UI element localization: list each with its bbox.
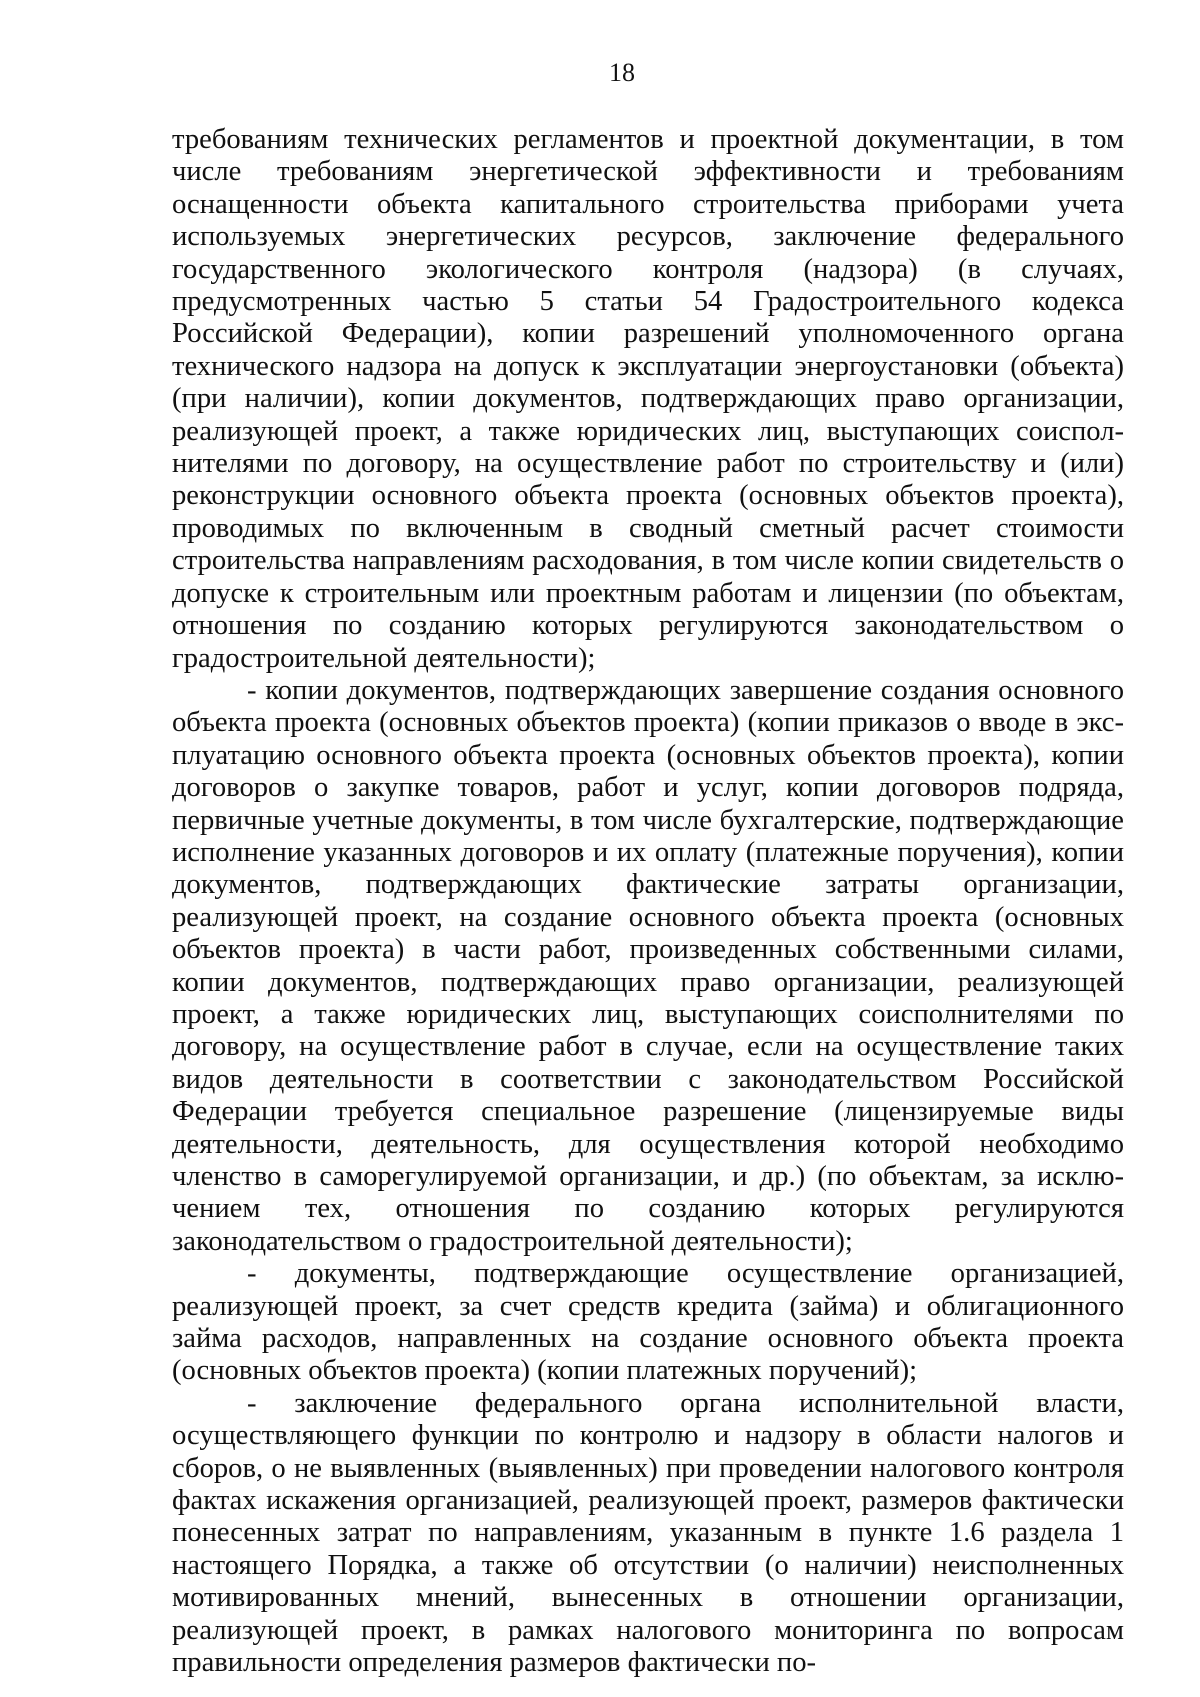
paragraph-continuation: требованиям технических регламентов и проектной документации, в том числе требованиям энергетической эффективности и требованиям оснащенности объекта капитального строительства приборами учета используемых энергетических ресурсов, заключение федерального государственного экологического контроля (надзора) (в случаях, предусмотренных частью 5 статьи 54 Градостроительного кодекса Российской Федерации), копии разрешений уполномоченного органа технического надзора на допуск к эксплуатации энергоустановки (объекта) (при наличии), копии документов, подтверждающих право организации, реализующей проект, а также юридических лиц, выступающих соисполнителями по договору, на осуществление работ по строительству и (или) реконструкции основного объекта проекта (основных объектов проекта), проводимых по включенным в сводный сметный расчет стоимости строительства направлениям расходования, в том числе копии свидетельств о допуске к строительным или проектным работам и лицензии (по объектам, отношения по созданию которых регулируются законодательством о градостроительной деятельности); [172,124,1124,674]
paragraph-completion-documents: - копии документов, подтверждающих завершение создания основного объекта проекта (основных объектов проекта) (копии приказов о вводе в эксплуатацию основного объекта проекта (основных объектов проекта), копии договоров о закупке товаров, работ и услуг, копии договоров подряда, первичные учетные документы, в том числе бухгалтерские, подтверждающие исполнение указанных договоров и их оплату (платежные поручения), копии документов, подтверждающих фактические затраты организации, реализующей проект, на создание основного объекта проекта (основных объектов проекта) в части работ, произведенных собственными силами, копии документов, подтверждающих право организации, реализующей проект, а также юридических лиц, выступающих соисполнителями по договору, на осуществление работ в случае, если на осуществление таких видов деятельности в соответствии с законодательством Российской Федерации требуется специальное разрешение (лицензируемые виды деятельности, деятельность, для осуществления которой необходимо членство в саморегулируемой организации, и др.) (по объектам, за исключением тех, отношения по созданию которых регулируются законодательством о градостроительной деятельности); [172,674,1124,1257]
body-text [172,124,1124,1680]
paragraph-credit-documents: - документы, подтверждающие осуществление организацией, реализующей проект, за счет средств кредита (займа) и облигационного займа расходов, направленных на создание основного объекта проекта (основных объектов проекта) (копии платежных поручений); [172,1258,1124,1387]
page-number: 18 [609,58,635,87]
paragraph-tax-conclusion: - заключение федерального органа исполнительной власти, осуществляющего функции по контролю и надзору в области налогов и сборов, о не выявленных (выявленных) при проведении налогового контроля фактах искажения организацией, реализующей проект, размеров фактически понесенных затрат по направлениям, указанным в пункте 1.6 раздела 1 настоящего Порядка, а также об отсутствии (о наличии) неисполненных мотивированных мнений, вынесенных в отношении организации, реализующей проект, в рамках налогового мониторинга по вопросам правильности определения размеров фактически по- [172,1387,1124,1679]
